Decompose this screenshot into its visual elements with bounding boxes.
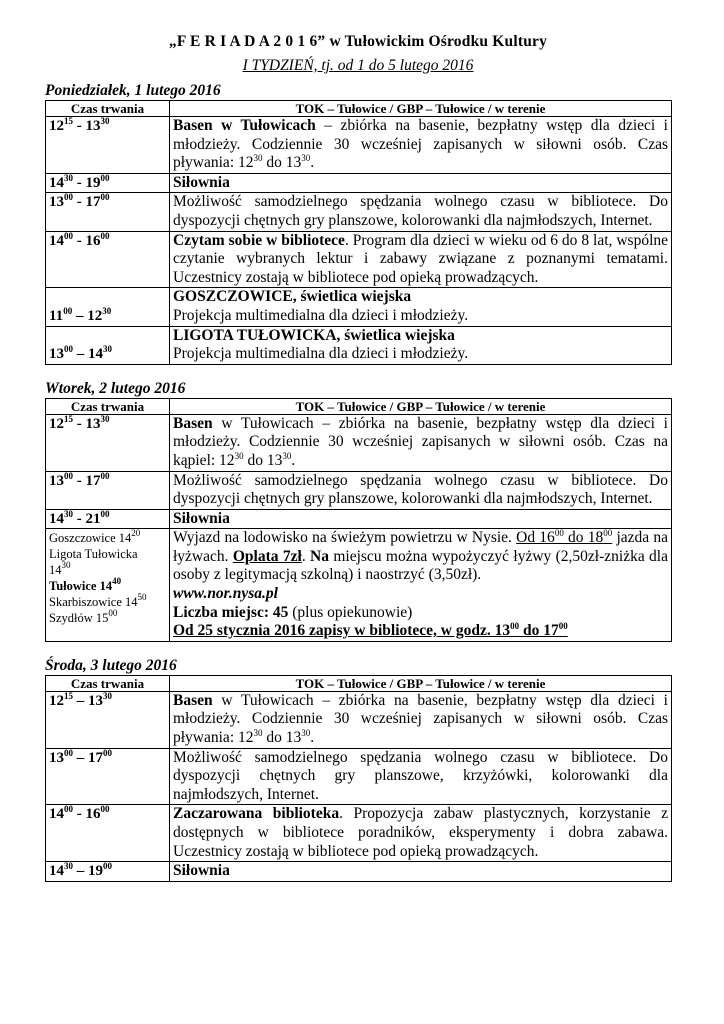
table-row [46, 509, 672, 529]
bus-stop: Goszczowice $14^{20}$ [49, 528, 141, 546]
time-column-header: Czas trwania [46, 101, 170, 117]
schedule-table [45, 675, 672, 882]
time-cell: $14^{30} - 19^{00}$ [46, 862, 170, 882]
time-cell: $13^{00} - 14^{30}$ [46, 326, 170, 364]
table-row [46, 529, 672, 642]
bus-stop: Ligota Tułowicka $14^{30}$ [49, 547, 138, 578]
description-cell: Siłownia [170, 862, 672, 882]
table-row [46, 193, 672, 231]
time-cell: $14^{30} - 19^{00}$ [46, 173, 170, 193]
time-cell: $14^{30} - 21^{00}$ [46, 509, 170, 529]
day-title: Poniedziałek, 1 lutego 2016 [45, 82, 221, 99]
schedule-table [45, 100, 672, 365]
time-cell: $13^{00} - 17^{00}$ [46, 471, 170, 509]
description-cell: Wyjazd na lodowisko na świeżym powietrzu w Nysie. Od $16^{00}$ do $18^{00}$ jazda na łyżwach. Oplata 7zł. Na miejscu można wypożyczyć łyżwy (2,50zł-zniżka dla osoby z legitymacją szkolną) i naostrzyć (3,50zł). www.nor.nysa.pl Liczba miejsc: 45 (plus opiekunowie) Od 25 stycznia 2016 zapisy w bibliotece, w godz. $13^{00}$ do $17^{00}$ [170, 529, 672, 642]
document-page [45, 30, 671, 897]
table-row [46, 326, 672, 364]
fee-label: Oplata 7zł [232, 547, 302, 565]
table-row [46, 691, 672, 748]
bus-stop: Skarbiszowice $14^{50}$ [49, 592, 147, 610]
time-cell: $13^{00} - 17^{00}$ [46, 193, 170, 231]
description-cell: Możliwość samodzielnego spędzania wolnego czasu w bibliotece. Do dyspozycji chętnych gry planszowe, krzyżówki, kolorowanki dla najmłodszych, Internet. [170, 748, 672, 805]
description-cell: GOSZCZOWICE, świetlica wiejska Projekcja multimedialna dla dzieci i młodzieży. [170, 288, 672, 326]
day-section-wednesday [45, 657, 671, 882]
time-column-header: Czas trwania [46, 675, 170, 691]
table-row [46, 805, 672, 862]
bus-stop: Tułowice $14^{40}$ [49, 576, 122, 594]
description-cell: Siłownia [170, 509, 672, 529]
time-cell: $11^{00} - 12^{30}$ [46, 288, 170, 326]
table-row [46, 117, 672, 174]
description-cell: Basen w Tułowicach – zbiórka na basenie, bezpłatny wstęp dla dzieci i młodzieży. Codziennie 30 wcześniej zapisanych w siłowni osób. Czas pływania: $12^{30}$ do $13^{30}$. [170, 691, 672, 748]
time-cell: $14^{00} - 16^{00}$ [46, 805, 170, 862]
table-row [46, 862, 672, 882]
day-section-monday [45, 82, 671, 365]
table-row [46, 231, 672, 288]
table-row [46, 471, 672, 509]
time-cell: $12^{15} - 13^{30}$ [46, 691, 170, 748]
bus-stops-cell [46, 529, 170, 642]
description-cell: Basen w Tułowicach – zbiórka na basenie, bezpłatny wstęp dla dzieci i młodzieży. Codziennie 30 wcześniej zapisanych w siłowni osób. Czas pływania: $12^{30}$ do $13^{30}$. [170, 117, 672, 174]
description-cell: Basen w Tułowicach – zbiórka na basenie, bezpłatny wstęp dla dzieci i młodzieży. Codziennie 30 wcześniej zapisanych w siłowni osób. Czas na kąpiel: $12^{30}$ do $13^{30}$. [170, 414, 672, 471]
day-title: Wtorek, 2 lutego 2016 [45, 379, 186, 397]
day-title: Środa, 3 lutego 2016 [45, 656, 177, 674]
description-cell: LIGOTA TUŁOWICKA, świetlica wiejska Projekcja multimedialna dla dzieci i młodzieży. [170, 326, 672, 364]
description-column-header: TOK – Tułowice / GBP – Tułowice / w terenie [170, 101, 672, 117]
time-column-header: Czas trwania [46, 398, 170, 414]
day-section-tuesday [45, 380, 671, 642]
table-header-row [46, 675, 672, 691]
schedule-table [45, 398, 672, 642]
description-cell: Siłownia [170, 173, 672, 193]
document-subtitle: I TYDZIEŃ, tj. od 1 do 5 lutego 2016 [242, 57, 474, 74]
website-link[interactable]: www.nor.nysa.pl [173, 585, 278, 603]
table-row [46, 414, 672, 471]
document-title: „F E R I A D A 2 0 1 6” w Tułowickim Ośrodku Kultury [168, 33, 548, 50]
time-cell: $12^{15} - 13^{30}$ [46, 414, 170, 471]
description-cell: Czytam sobie w bibliotece. Program dla dzieci w wieku od 6 do 8 lat, wspólne czytanie wybranych lektur i zabawy związane z poznanymi tematami. Uczestnicy zostają w bibliotece pod opieką prowadzących. [170, 231, 672, 288]
table-row [46, 748, 672, 805]
table-header-row [46, 101, 672, 117]
description-cell: Zaczarowana biblioteka. Propozycja zabaw plastycznych, korzystanie z dostępnych w bibliotece poradników, eksperymenty i dobra zabawa. Uczestnicy zostają w bibliotece pod opieką prowadzących. [170, 805, 672, 862]
table-row [46, 288, 672, 326]
time-cell: $13^{00} - 17^{00}$ [46, 748, 170, 805]
table-header-row [46, 398, 672, 414]
time-cell: $14^{00} - 16^{00}$ [46, 231, 170, 288]
description-column-header: TOK – Tułowice / GBP – Tułowice / w terenie [170, 675, 672, 691]
bus-stop: Szydłów $15^{00}$ [49, 608, 118, 626]
time-cell: $12^{15} - 13^{30}$ [46, 117, 170, 174]
description-cell: Możliwość samodzielnego spędzania wolnego czasu w bibliotece. Do dyspozycji chętnych gry planszowe, kolorowanki dla najmłodszych, Internet. [170, 193, 672, 231]
table-row [46, 173, 672, 193]
description-column-header: TOK – Tułowice / GBP – Tułowice / w terenie [170, 398, 672, 414]
description-cell: Możliwość samodzielnego spędzania wolnego czasu w bibliotece. Do dyspozycji chętnych gry planszowe, kolorowanki dla najmłodszych, Internet. [170, 471, 672, 509]
